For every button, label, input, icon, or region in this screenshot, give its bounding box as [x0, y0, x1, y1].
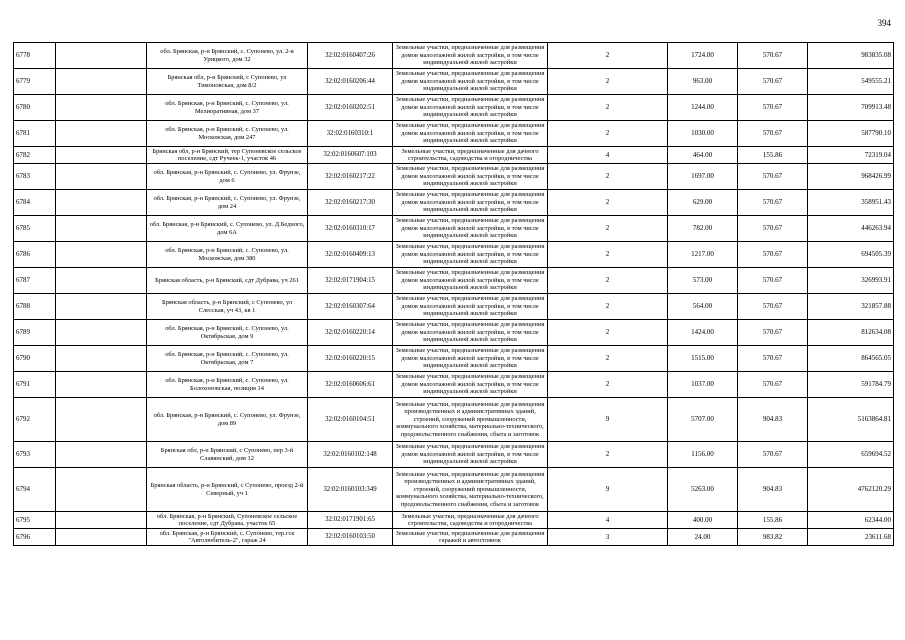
cadastral-number-cell: 32:02:0160409:13 [308, 242, 393, 268]
cadastral-value-cell: 321857.88 [808, 294, 894, 320]
table-row [14, 372, 894, 398]
record-number-cell: 6794 [14, 468, 56, 512]
empty-cell [56, 468, 147, 512]
cadastral-value-cell: 446263.94 [808, 216, 894, 242]
cadastral-value-cell: 62344.00 [808, 512, 894, 529]
record-number-cell: 6780 [14, 95, 56, 121]
empty-cell [56, 346, 147, 372]
record-number-cell: 6789 [14, 320, 56, 346]
land-use-cell: Земельные участки, предназначенные для размещения домов малоэтажной жилой застройки, в том числе индивидуальной жилой застройки [393, 190, 548, 216]
address-cell: обл. Брянская, р-н Брянский, с. Супонево, тер.гск "Автолюбитель-2", гараж 24 [147, 529, 308, 546]
record-number-cell: 6793 [14, 442, 56, 468]
area-cell: 1515.00 [668, 346, 738, 372]
table-row [14, 216, 894, 242]
specific-value-cell: 570.67 [738, 242, 808, 268]
cadastral-number-cell: 32:02:0160103:349 [308, 468, 393, 512]
specific-value-cell: 570.67 [738, 190, 808, 216]
empty-cell [56, 442, 147, 468]
use-group-code-cell: 2 [548, 268, 668, 294]
use-group-code-cell: 2 [548, 372, 668, 398]
address-cell: обл. Брянская, р-н Брянский, с. Супонево, ул. 2-я Урицкого, дом 32 [147, 43, 308, 69]
area-cell: 24.00 [668, 529, 738, 546]
empty-cell [56, 216, 147, 242]
table-row [14, 69, 894, 95]
record-number-cell: 6796 [14, 529, 56, 546]
empty-cell [56, 268, 147, 294]
address-cell: обл. Брянская, р-н Брянский, с. Супонево, ул. Фрунзе, дом 6 [147, 164, 308, 190]
empty-cell [56, 320, 147, 346]
empty-cell [56, 242, 147, 268]
empty-cell [56, 294, 147, 320]
cadastral-number-cell: 32:02:0160104:51 [308, 398, 393, 442]
use-group-code-cell: 2 [548, 442, 668, 468]
use-group-code-cell: 2 [548, 43, 668, 69]
cadastral-value-cell: 659694.52 [808, 442, 894, 468]
area-cell: 1037.00 [668, 372, 738, 398]
empty-cell [56, 164, 147, 190]
land-use-cell: Земельные участки, предназначенные для размещения гаражей и автостоянок [393, 529, 548, 546]
table-row [14, 398, 894, 442]
specific-value-cell: 155.86 [738, 147, 808, 164]
cadastral-number-cell: 32:02:0160217:30 [308, 190, 393, 216]
record-number-cell: 6791 [14, 372, 56, 398]
table-row [14, 164, 894, 190]
address-cell: обл. Брянская, р-н Брянский, с. Супонево, ул. Московская, дом 380 [147, 242, 308, 268]
cadastral-value-cell: 23611.68 [808, 529, 894, 546]
table-row [14, 147, 894, 164]
cadastral-value-cell: 549555.21 [808, 69, 894, 95]
table-row [14, 442, 894, 468]
address-cell: Брянская область, р-н Брянский, с Супонево, проезд 2-й Северный, уч 1 [147, 468, 308, 512]
area-cell: 464.00 [668, 147, 738, 164]
use-group-code-cell: 2 [548, 190, 668, 216]
specific-value-cell: 570.67 [738, 121, 808, 147]
address-cell: Брянская обл, р-н Брянский, с Супонево, пер 3-й Славянский, дом 12 [147, 442, 308, 468]
specific-value-cell: 570.67 [738, 442, 808, 468]
cadastral-number-cell: 32:02:0160217:22 [308, 164, 393, 190]
cadastral-value-cell: 709913.48 [808, 95, 894, 121]
use-group-code-cell: 3 [548, 529, 668, 546]
land-use-cell: Земельные участки, предназначенные для размещения домов малоэтажной жилой застройки, в том числе индивидуальной жилой застройки [393, 242, 548, 268]
empty-cell [56, 121, 147, 147]
use-group-code-cell: 2 [548, 121, 668, 147]
area-cell: 1724.00 [668, 43, 738, 69]
address-cell: Брянская обл, р-н Брянский, тер Супоневское сельское поселение, сдт Ручеек-1, участок 46 [147, 147, 308, 164]
cadastral-number-cell: 32:02:0160202:51 [308, 95, 393, 121]
table-row [14, 512, 894, 529]
table-row [14, 95, 894, 121]
table-row [14, 468, 894, 512]
cadastral-value-cell: 326993.91 [808, 268, 894, 294]
land-use-cell: Земельные участки, предназначенные для размещения домов малоэтажной жилой застройки, в том числе индивидуальной жилой застройки [393, 69, 548, 95]
cadastral-value-cell: 968426.99 [808, 164, 894, 190]
record-number-cell: 6788 [14, 294, 56, 320]
table-row [14, 121, 894, 147]
cadastral-number-cell: 32:02:0171904:15 [308, 268, 393, 294]
area-cell: 1217.00 [668, 242, 738, 268]
cadastral-number-cell: 32:02:0160606:61 [308, 372, 393, 398]
empty-cell [56, 95, 147, 121]
record-number-cell: 6784 [14, 190, 56, 216]
empty-cell [56, 190, 147, 216]
specific-value-cell: 570.67 [738, 69, 808, 95]
record-number-cell: 6782 [14, 147, 56, 164]
specific-value-cell: 904.83 [738, 398, 808, 442]
land-use-cell: Земельные участки, предназначенные для дачного строительства, садоводства и огородничества [393, 147, 548, 164]
land-use-cell: Земельные участки, предназначенные для размещения домов малоэтажной жилой застройки, в том числе индивидуальной жилой застройки [393, 268, 548, 294]
specific-value-cell: 570.67 [738, 216, 808, 242]
address-cell: обл. Брянская, р-н Брянский, с. Супонево, ул. Октябрьская, дом 7 [147, 346, 308, 372]
specific-value-cell: 570.67 [738, 268, 808, 294]
land-use-cell: Земельные участки, предназначенные для размещения производственных и административных зданий, строений, сооружений промышленности, коммунального хозяйства, материально-технического, продовольственного снабжения, сбыта и заготовок [393, 398, 548, 442]
cadastral-value-cell: 983835.08 [808, 43, 894, 69]
cadastral-value-cell: 864565.05 [808, 346, 894, 372]
record-number-cell: 6785 [14, 216, 56, 242]
empty-cell [56, 398, 147, 442]
cadastral-value-cell: 591784.79 [808, 372, 894, 398]
empty-cell [56, 372, 147, 398]
cadastral-value-cell: 812634.08 [808, 320, 894, 346]
cadastral-value-cell: 72319.04 [808, 147, 894, 164]
area-cell: 564.00 [668, 294, 738, 320]
use-group-code-cell: 2 [548, 242, 668, 268]
cadastral-number-cell: 32:02:0160310:1 [308, 121, 393, 147]
area-cell: 963.00 [668, 69, 738, 95]
land-use-cell: Земельные участки, предназначенные для размещения домов малоэтажной жилой застройки, в том числе индивидуальной жилой застройки [393, 95, 548, 121]
address-cell: обл. Брянская, р-н Брянский, с. Супонево, ул. Мелиоративная, дом 37 [147, 95, 308, 121]
record-number-cell: 6786 [14, 242, 56, 268]
area-cell: 1156.00 [668, 442, 738, 468]
land-registry-table [13, 42, 894, 546]
address-cell: обл. Брянская, р-н Брянский, с. Супонево, ул. Московская, дом 247 [147, 121, 308, 147]
specific-value-cell: 570.67 [738, 372, 808, 398]
use-group-code-cell: 9 [548, 468, 668, 512]
area-cell: 5263.00 [668, 468, 738, 512]
use-group-code-cell: 9 [548, 398, 668, 442]
area-cell: 1697.00 [668, 164, 738, 190]
specific-value-cell: 570.67 [738, 320, 808, 346]
cadastral-number-cell: 32:02:0160220:15 [308, 346, 393, 372]
record-number-cell: 6792 [14, 398, 56, 442]
use-group-code-cell: 2 [548, 164, 668, 190]
table-row [14, 320, 894, 346]
table-row [14, 43, 894, 69]
use-group-code-cell: 2 [548, 346, 668, 372]
empty-cell [56, 512, 147, 529]
table-row [14, 294, 894, 320]
table-row [14, 529, 894, 546]
land-use-cell: Земельные участки, предназначенные для размещения домов малоэтажной жилой застройки, в том числе индивидуальной жилой застройки [393, 294, 548, 320]
empty-cell [56, 529, 147, 546]
use-group-code-cell: 2 [548, 69, 668, 95]
use-group-code-cell: 2 [548, 95, 668, 121]
empty-cell [56, 43, 147, 69]
cadastral-value-cell: 358951.43 [808, 190, 894, 216]
specific-value-cell: 155.86 [738, 512, 808, 529]
specific-value-cell: 570.67 [738, 294, 808, 320]
area-cell: 1244.00 [668, 95, 738, 121]
address-cell: обл. Брянская, р-н Брянский, с. Супонево, ул. Д.Бедного, дом 6А [147, 216, 308, 242]
table-row [14, 190, 894, 216]
cadastral-number-cell: 32:02:0171901:65 [308, 512, 393, 529]
area-cell: 1424.00 [668, 320, 738, 346]
page-number: 394 [877, 18, 891, 28]
specific-value-cell: 570.67 [738, 346, 808, 372]
record-number-cell: 6795 [14, 512, 56, 529]
land-use-cell: Земельные участки, предназначенные для размещения производственных и административных зданий, строений, сооружений промышленности, коммунального хозяйства, материально-технического, продовольственного снабжения, сбыта и заготовок [393, 468, 548, 512]
cadastral-number-cell: 32:02:0160607:103 [308, 147, 393, 164]
use-group-code-cell: 4 [548, 147, 668, 164]
use-group-code-cell: 2 [548, 216, 668, 242]
empty-cell [56, 147, 147, 164]
address-cell: Брянская обл, р-н Брянский, с Супонево, ул Тимоновская, дом 8/2 [147, 69, 308, 95]
land-use-cell: Земельные участки, предназначенные для размещения домов малоэтажной жилой застройки, в том числе индивидуальной жилой застройки [393, 372, 548, 398]
land-use-cell: Земельные участки, предназначенные для дачного строительства, садоводства и огородничества [393, 512, 548, 529]
table-row [14, 242, 894, 268]
specific-value-cell: 570.67 [738, 95, 808, 121]
address-cell: обл. Брянская, р-н Брянский, Супоневское сельское поселение, сдт Дубрава, участок 65 [147, 512, 308, 529]
specific-value-cell: 570.67 [738, 164, 808, 190]
area-cell: 629.00 [668, 190, 738, 216]
land-use-cell: Земельные участки, предназначенные для размещения домов малоэтажной жилой застройки, в том числе индивидуальной жилой застройки [393, 346, 548, 372]
address-cell: обл. Брянская, р-н Брянский, с. Супонево, ул. Октябрьская, дом 9 [147, 320, 308, 346]
address-cell: обл. Брянская, р-н Брянский, с. Супонево, ул. Фрунзе, дом 89 [147, 398, 308, 442]
cadastral-number-cell: 32:02:0160407:26 [308, 43, 393, 69]
land-use-cell: Земельные участки, предназначенные для размещения домов малоэтажной жилой застройки, в том числе индивидуальной жилой застройки [393, 164, 548, 190]
use-group-code-cell: 2 [548, 320, 668, 346]
empty-cell [56, 69, 147, 95]
specific-value-cell: 904.83 [738, 468, 808, 512]
address-cell: Брянская область, р-н Брянский, с Супонево, ул Слесская, уч 43, кв 1 [147, 294, 308, 320]
cadastral-value-cell: 4762120.29 [808, 468, 894, 512]
land-use-cell: Земельные участки, предназначенные для размещения домов малоэтажной жилой застройки, в том числе индивидуальной жилой застройки [393, 320, 548, 346]
record-number-cell: 6790 [14, 346, 56, 372]
cadastral-number-cell: 32:02:0160220:14 [308, 320, 393, 346]
area-cell: 573.00 [668, 268, 738, 294]
record-number-cell: 6781 [14, 121, 56, 147]
address-cell: Брянская область, р-н Брянский, сдт Дубрава, уч 261 [147, 268, 308, 294]
record-number-cell: 6778 [14, 43, 56, 69]
address-cell: обл. Брянская, р-н Брянский, с. Супонево, ул. Болохоновская, позиция 14 [147, 372, 308, 398]
record-number-cell: 6779 [14, 69, 56, 95]
cadastral-number-cell: 32:02:0160310:17 [308, 216, 393, 242]
cadastral-value-cell: 587790.10 [808, 121, 894, 147]
land-use-cell: Земельные участки, предназначенные для размещения домов малоэтажной жилой застройки, в том числе индивидуальной жилой застройки [393, 442, 548, 468]
cadastral-number-cell: 32:02:0160102:148 [308, 442, 393, 468]
cadastral-number-cell: 32:02:0160307:64 [308, 294, 393, 320]
table-row [14, 268, 894, 294]
record-number-cell: 6787 [14, 268, 56, 294]
address-cell: обл. Брянская, р-н Брянский, с. Супонево, ул. Фрунзе, дом 24 [147, 190, 308, 216]
cadastral-number-cell: 32:02:0160206:44 [308, 69, 393, 95]
cadastral-value-cell: 694505.39 [808, 242, 894, 268]
area-cell: 1030.00 [668, 121, 738, 147]
area-cell: 782.00 [668, 216, 738, 242]
land-use-cell: Земельные участки, предназначенные для размещения домов малоэтажной жилой застройки, в том числе индивидуальной жилой застройки [393, 121, 548, 147]
specific-value-cell: 570.67 [738, 43, 808, 69]
area-cell: 400.00 [668, 512, 738, 529]
area-cell: 5707.00 [668, 398, 738, 442]
specific-value-cell: 983.82 [738, 529, 808, 546]
record-number-cell: 6783 [14, 164, 56, 190]
land-use-cell: Земельные участки, предназначенные для размещения домов малоэтажной жилой застройки, в том числе индивидуальной жилой застройки [393, 43, 548, 69]
cadastral-value-cell: 5163864.81 [808, 398, 894, 442]
use-group-code-cell: 4 [548, 512, 668, 529]
use-group-code-cell: 2 [548, 294, 668, 320]
table-row [14, 346, 894, 372]
cadastral-number-cell: 32:02:0160103:50 [308, 529, 393, 546]
land-use-cell: Земельные участки, предназначенные для размещения домов малоэтажной жилой застройки, в том числе индивидуальной жилой застройки [393, 216, 548, 242]
